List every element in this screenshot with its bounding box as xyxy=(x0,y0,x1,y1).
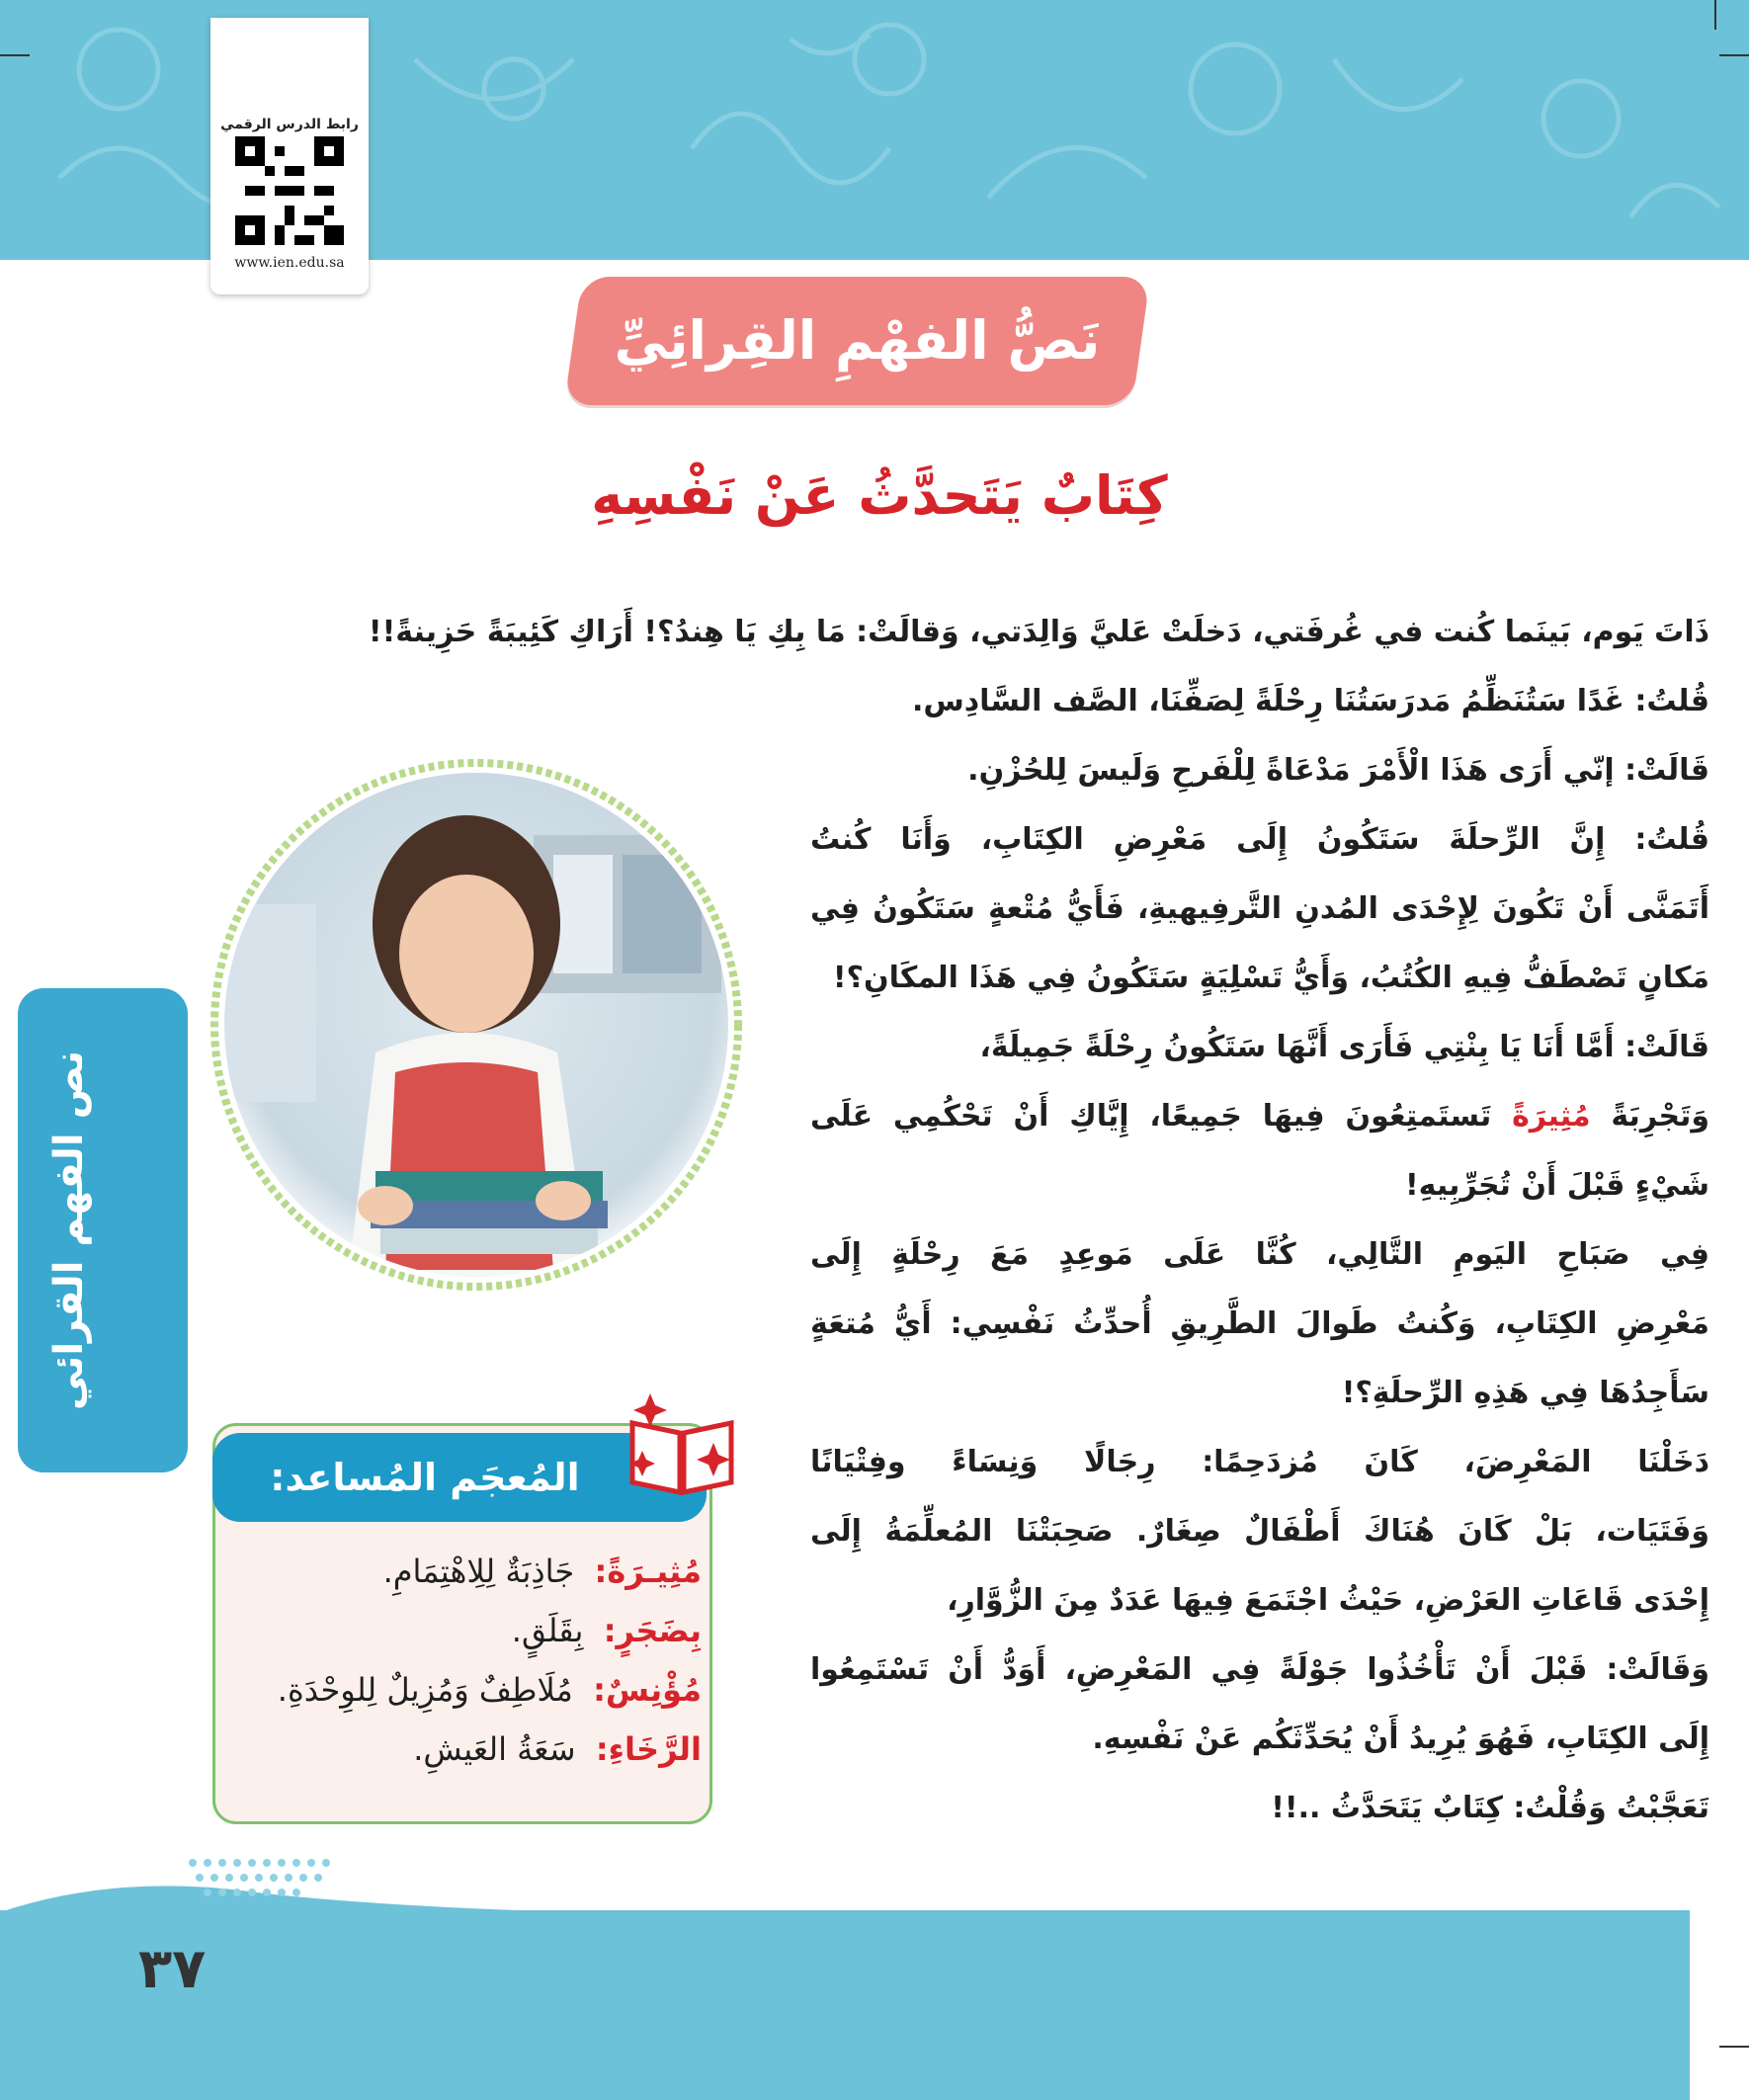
dictionary-entry xyxy=(237,1552,702,1591)
dictionary-word: مُثِيـرَةً: xyxy=(594,1553,702,1590)
bottom-decorative-band xyxy=(0,1910,1690,2100)
story-line: ذَاتَ يَوم، بَينَما كُنت في غُرفَتي، دَخلَتْ عَليَّ وَالِدَتي، وَقالَتْ: مَا بِكِ يَا هِندُ؟! أَرَاكِ كَئِيبَةً حَزِينةً!! xyxy=(368,615,1709,649)
crop-mark xyxy=(1719,2046,1749,2048)
girl-with-books-photo xyxy=(208,756,746,1295)
story-line: أَتَمَنَّى أَنْ تَكُونَ لِإِحْدَى المُدنِ التَّرفِيهيةِ، فَأَيُّ مُتْعةٍ سَتَكُونُ فِي xyxy=(810,891,1709,926)
story-line: مَعْرِضِ الكِتَابِ، وَكُنتُ طَوالَ الطَّرِيقِ أُحدِّثُ نَفْسِي: أَيُّ مُتعَةٍ xyxy=(810,1306,1709,1341)
crop-mark xyxy=(1719,54,1749,56)
dictionary-entry xyxy=(237,1611,702,1650)
qr-code-icon xyxy=(235,136,344,245)
dictionary-title: المُعجَم المُساعد: xyxy=(270,1456,580,1499)
text-segment: تَستَمتِعُونَ فِيهَا جَمِيعًا، إِيَّاكِ أَنْ تَحْكُمِي عَلَى xyxy=(810,1099,1492,1134)
dictionary-entry xyxy=(237,1729,702,1769)
qr-label: رابط الدرس الرقمي xyxy=(220,117,359,132)
dictionary-word: بِضَجَرٍ: xyxy=(603,1612,702,1649)
story-line: قُلتُ: إِنَّ الرِّحلَةَ سَتَكُونُ إِلَى مَعْرِضِ الكِتَابِ، وَأَنَا كُنتُ xyxy=(810,822,1709,857)
story-line: إِلَى الكِتَابِ، فَهُوَ يُرِيدُ أَنْ يُحَدِّثَكُم عَنْ نَفْسِهِ. xyxy=(1092,1722,1709,1756)
dictionary-word: الرَّخَاءِ: xyxy=(595,1730,702,1768)
crop-mark xyxy=(1714,0,1716,30)
dictionary-meaning: سَعَةُ العَيشِ. xyxy=(413,1730,576,1768)
story-line: وَقَالَتْ: قَبْلَ أَنْ تَأْخُذُوا جَوْلَةً فِي المَعْرِضِ، أَوَدُّ أَنْ تَسْتَمِعُوا xyxy=(810,1652,1709,1687)
story-line-highlight xyxy=(810,1097,1709,1136)
side-tab-label: نص الفهم القرائي xyxy=(46,1050,92,1411)
section-title: نَصُّ الفهْمِ القِرائِيِّ xyxy=(614,309,1101,372)
ministry-logo-dots xyxy=(183,1853,351,1922)
story-line: إِحْدَى قَاعَاتِ العَرْضِ، حَيْثُ اجْتَمَعَ فِيهَا عَدَدٌ مِنَ الزُّوَّارِ، xyxy=(947,1583,1709,1618)
story-title: كِتَابٌ يَتَحدَّثُ عَنْ نَفْسِهِ xyxy=(591,464,1168,527)
story-line: قُلتُ: غَدًا سَتُنَظِّمُ مَدرَسَتُنَا رِحْلَةً لِصَفِّنَا، الصَّف السَّادِس. xyxy=(911,684,1709,718)
story-line: تَعَجَّبْتُ وَقُلْتُ: كِتَابٌ يَتَحَدَّثُ ..!! xyxy=(1271,1791,1709,1825)
dictionary-meaning: بِقَلَقٍ. xyxy=(511,1612,584,1649)
dictionary-entry xyxy=(237,1670,702,1710)
story-line: دَخَلْنَا المَعْرِضَ، كَانَ مُزدَحِمًا: رِجَالًا وَنِسَاءً وفِتْيَانًا xyxy=(810,1445,1709,1479)
dictionary-meaning: مُلَاطِفٌ وَمُزِيلٌ لِلوِحْدَةِ. xyxy=(277,1671,573,1709)
qr-code-card[interactable] xyxy=(210,18,369,294)
dictionary-word: مُؤْنِسٌ: xyxy=(593,1671,702,1709)
page-number: ٣٧ xyxy=(138,1937,207,2001)
story-line: فِي صَبَاحِ اليَومِ التَّالِي، كُنَّا عَلَى مَوعِدٍ مَعَ رِحْلَةٍ إِلَى xyxy=(810,1237,1709,1272)
qr-url[interactable]: www.ien.edu.sa xyxy=(234,255,345,271)
story-line: قَالَتْ: أَمَّا أَنَا يَا بِنْتِي فَأَرَى أَنَّهَا سَتَكُونُ رِحْلَةً جَمِيلَةً، xyxy=(979,1030,1709,1064)
story-line: شَيْءٍ قَبْلَ أَنْ تُجَرِّبِيهِ! xyxy=(1404,1168,1709,1203)
story-line: قَالَتْ: إنّي أَرَى هَذَا الْأَمْرَ مَدْعَاةً لِلْفَرحِ وَلَيسَ لِلحُزْنِ. xyxy=(967,753,1709,788)
story-line: وَفَتَيَات، بَلْ كَانَ هُنَاكَ أَطْفَالٌ صِغَارٌ. صَحِبَتْنَا المُعلِّمَةُ إِلَى xyxy=(810,1514,1709,1549)
story-line: سَأَجِدُهَا فِي هَذِهِ الرِّحلَةِ؟! xyxy=(1341,1376,1709,1410)
text-segment: وَتَجْرِبَةً xyxy=(1611,1099,1710,1134)
highlighted-word: مُثِيرَةً xyxy=(1512,1099,1591,1134)
open-book-icon xyxy=(623,1384,741,1502)
crop-mark xyxy=(0,54,30,56)
dictionary-meaning: جَاذِبَةٌ لِلِاهْتِمَامِ. xyxy=(382,1553,575,1590)
story-line: مَكانٍ تَصْطَفُّ فِيهِ الكُتُبُ، وَأَيُّ تَسْلِيَةٍ سَتَكُونُ فِي هَذَا المكَانِ؟! xyxy=(832,961,1709,995)
